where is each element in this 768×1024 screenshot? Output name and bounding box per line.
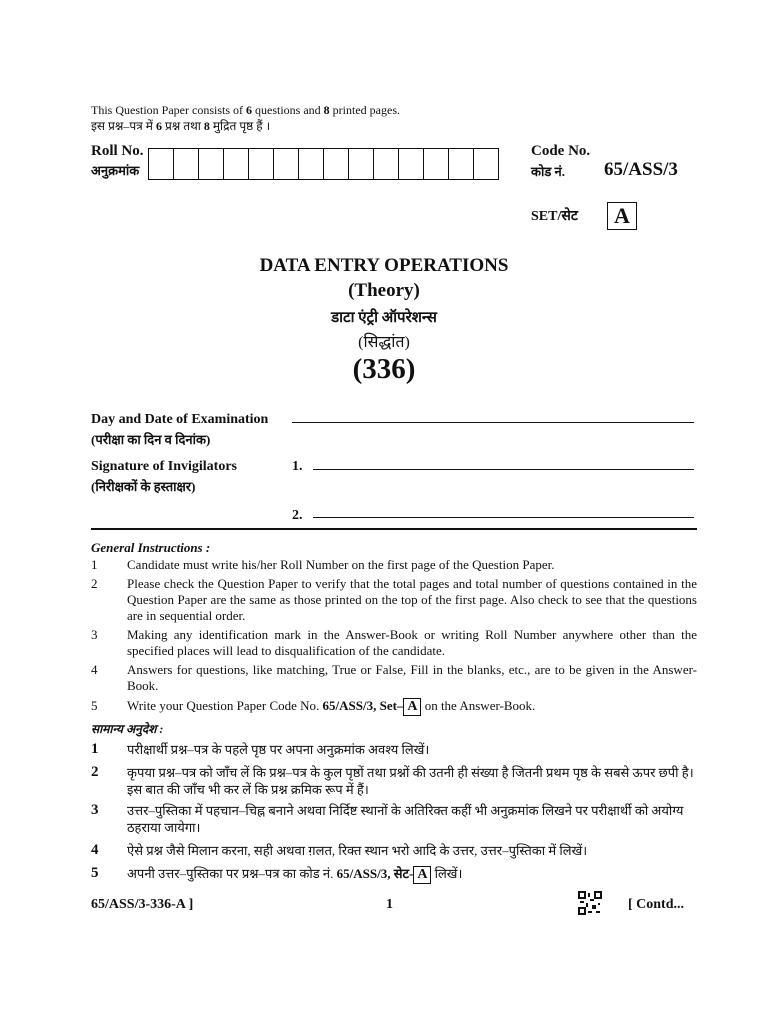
signature-2-field[interactable] [313,517,694,518]
exam-date-label-hi: (परीक्षा का दिन व दिनांक) [91,432,211,447]
roll-digit-box[interactable] [473,149,498,179]
roll-digit-box[interactable] [448,149,473,179]
section-divider [91,528,697,530]
paper-title-hi: डाटा एंट्री ऑपरेशन्स [331,310,437,326]
footer-code: 65/ASS/3-336-A ] [91,897,194,912]
roll-digit-box[interactable] [323,149,348,179]
signature-1-label: 1. [292,459,303,474]
roll-label-en: Roll No. [91,143,144,159]
roll-digit-box[interactable] [273,149,298,179]
roll-digit-box[interactable] [248,149,273,179]
set-mini-box: A [413,866,431,884]
instructions-heading-hi: सामान्य अनुदेश : [91,722,164,736]
roll-digit-box[interactable] [173,149,198,179]
invigilator-label-hi: (निरीक्षकों के हस्ताक्षर) [91,479,196,494]
roll-digit-box[interactable] [398,149,423,179]
roll-digit-box[interactable] [373,149,398,179]
set-label: SET/सेट [531,209,578,224]
instructions-heading-en: General Instructions : [91,540,211,555]
code-value: 65/ASS/3 [604,159,678,180]
paper-title-en: DATA ENTRY OPERATIONS [259,255,509,276]
signature-2-label: 2. [292,508,303,523]
roll-digit-box[interactable] [348,149,373,179]
page-count-en: This Question Paper consists of 6 questions and 8 printed pages. [91,103,400,117]
paper-code: (336) [352,353,416,385]
exam-date-label-en: Day and Date of Examination [91,412,269,427]
set-mini-box: A [403,698,421,716]
roll-digit-box[interactable] [423,149,448,179]
signature-1-field[interactable] [313,469,694,470]
exam-date-field[interactable] [292,422,694,423]
code-label-hi: कोड नं. [531,164,566,179]
qr-code-icon [578,891,602,915]
roll-number-boxes[interactable] [148,148,499,180]
invigilator-label-en: Signature of Invigilators [91,459,237,474]
set-box: A [607,202,637,230]
page-count-hi: इस प्रश्न–पत्र में 6 प्रश्न तथा 8 मुद्रित पृष्ठ हैं । [91,119,271,133]
page-number: 1 [386,897,393,912]
paper-subtitle-hi: (सिद्धांत) [358,334,410,351]
continued-label: [ Contd... [628,897,685,912]
code-label-en: Code No. [531,143,591,159]
roll-digit-box[interactable] [149,149,173,179]
roll-digit-box[interactable] [298,149,323,179]
roll-digit-box[interactable] [223,149,248,179]
roll-digit-box[interactable] [198,149,223,179]
paper-subtitle-en: (Theory) [348,280,420,301]
roll-label-hi: अनुक्रमांक [91,163,140,178]
